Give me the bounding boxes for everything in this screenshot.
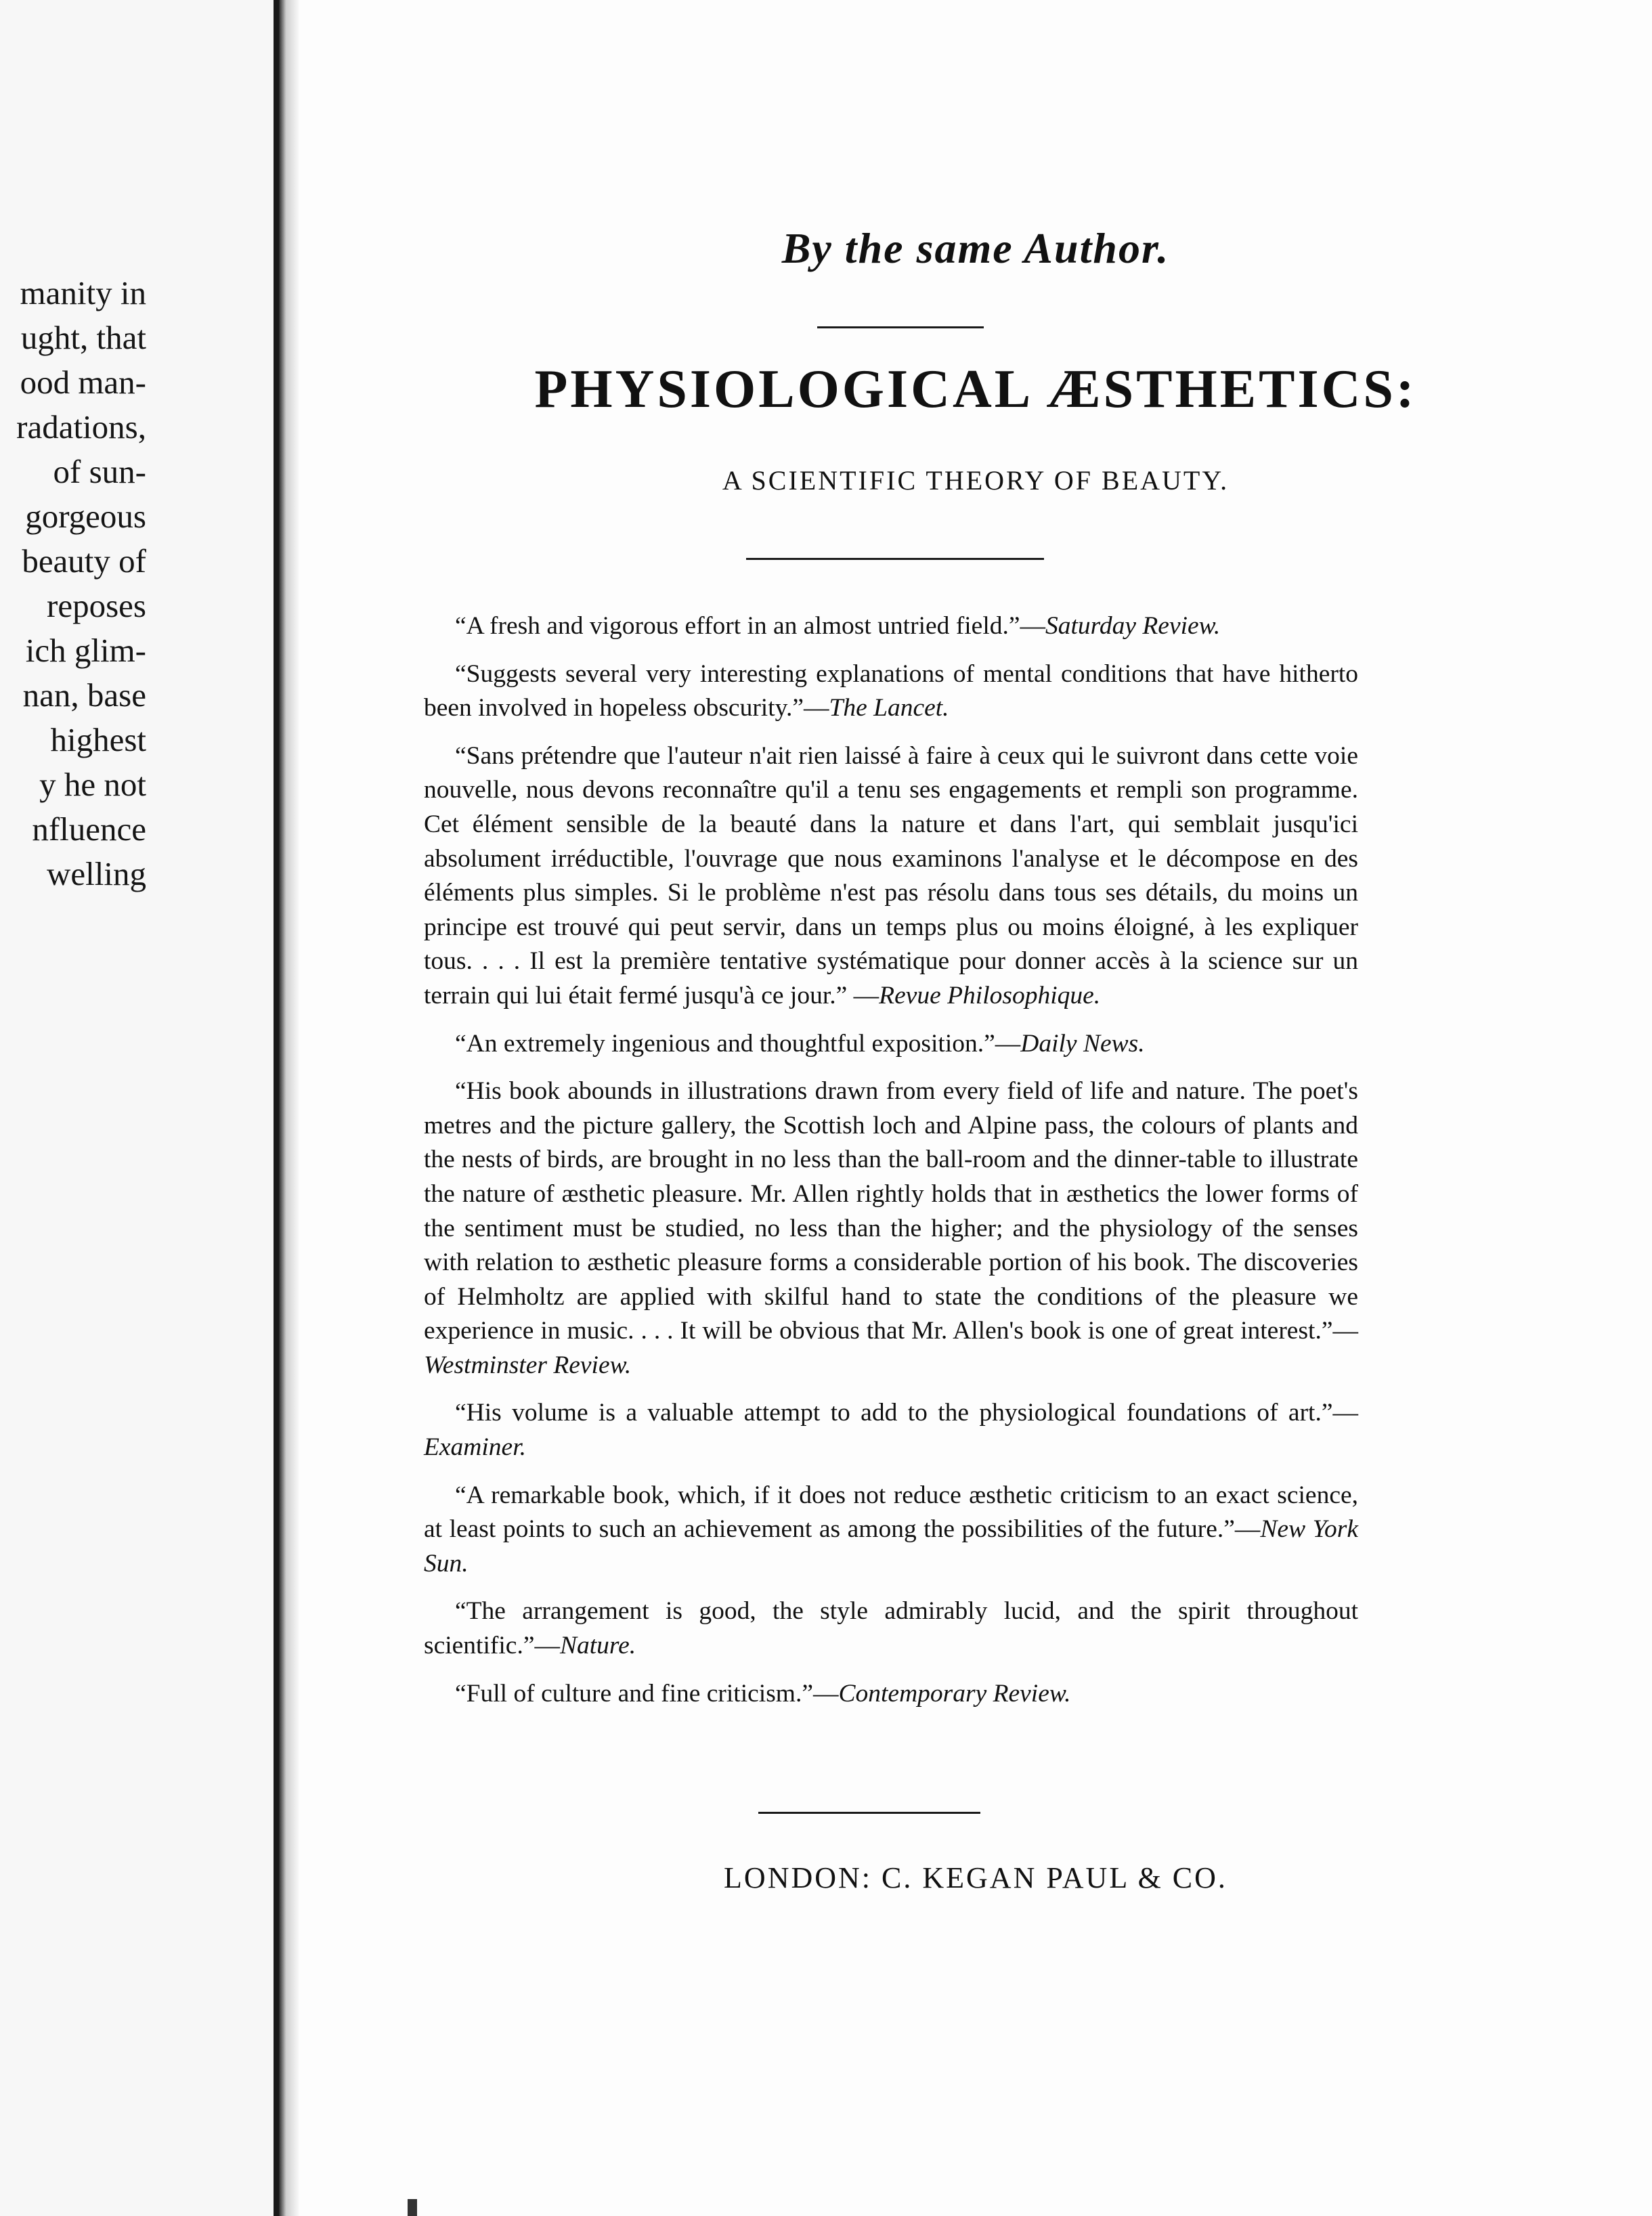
review-source: Examiner. bbox=[424, 1433, 527, 1462]
review-source: Revue Philosophique. bbox=[879, 981, 1101, 1009]
left-page-line: radations, bbox=[16, 408, 146, 446]
review-entry bbox=[424, 739, 1358, 1014]
review-quote: “Full of culture and fine criticism.”— bbox=[455, 1679, 839, 1708]
page-header: By the same Author. bbox=[781, 224, 1170, 272]
review-quote: “An extremely ingenious and thoughtful exposition.”— bbox=[455, 1029, 1021, 1058]
book-gutter bbox=[279, 0, 299, 2216]
review-entry bbox=[424, 657, 1358, 726]
left-page-line: ood man- bbox=[20, 364, 146, 401]
left-page-line: y he not bbox=[39, 766, 146, 803]
left-page-line: of sun- bbox=[53, 453, 146, 490]
left-page-line: welling bbox=[47, 855, 146, 892]
publisher-imprint: LONDON: C. KEGAN PAUL & CO. bbox=[724, 1861, 1227, 1894]
divider-rule bbox=[817, 326, 984, 328]
previous-page-fragment bbox=[0, 0, 279, 2216]
review-entry bbox=[424, 609, 1358, 644]
left-page-line: nfluence bbox=[32, 810, 146, 848]
review-entry bbox=[424, 1594, 1358, 1663]
advertisement-page bbox=[299, 0, 1652, 2216]
book-title: PHYSIOLOGICAL ÆSTHETICS: bbox=[534, 360, 1417, 419]
review-source: The Lancet. bbox=[829, 694, 949, 722]
review-source: Westminster Review. bbox=[424, 1351, 632, 1379]
book-subtitle: A SCIENTIFIC THEORY OF BEAUTY. bbox=[722, 465, 1230, 496]
page-edge-shadow bbox=[274, 0, 279, 2216]
scan-artifact-mark bbox=[408, 2199, 417, 2216]
review-quote: “A remarkable book, which, if it does not reduce æsthetic criticism to an exact science, at least points to such an achievement as among the possibilities of the future.”— bbox=[424, 1481, 1358, 1544]
review-quote: “His book abounds in illustrations drawn from every field of life and nature. The poet's metres and the picture gallery, the Scottish loch and Alpine pass, the colours of plants and the nests of birds, are brought in no less than the ball-room and the dinner-table to illustrate the nature of æsthetic pleasure. Mr. Allen rightly holds that in æsthetics the lower forms of the sentiment must be studied, no less than the higher; and the physiology of the senses with relation to æsthetic pleasure forms a considerable portion of his book. The discoveries of Helmholtz are applied with skilful hand to state the conditions of the pleasure we experience in music. . . . It will be obvious that Mr. Allen's book is one of great interest.”— bbox=[424, 1077, 1358, 1345]
review-entry bbox=[424, 1074, 1358, 1383]
left-page-line: ught, that bbox=[20, 319, 146, 356]
review-entry bbox=[424, 1396, 1358, 1464]
left-page-line: nan, base bbox=[22, 676, 146, 714]
review-quote: “His volume is a valuable attempt to add to the physiological foundations of art.”— bbox=[455, 1399, 1358, 1427]
divider-rule bbox=[746, 558, 1044, 560]
review-source: Saturday Review. bbox=[1045, 612, 1221, 640]
left-page-line: reposes bbox=[47, 587, 146, 624]
left-page-line: manity in bbox=[20, 274, 146, 311]
review-quote: “Sans prétendre que l'auteur n'ait rien laissé à faire à ceux qui le suivront dans cette voie nouvelle, nous devons reconnaître qu'il a tenu ses engagements et rempli son programme. Cet élément sensible de la beauté dans la nature et dans l'art, qui semblait jusqu'ici absolument irréductible, l'ouvrage que nous examinons l'analyse et le décompose en des éléments plus simples. Si le problème n'est pas résolu dans tous ses détails, du moins un principe est trouvé qui peut servir, dans un temps plus ou moins éloigné, à les expliquer tous. . . . Il est la première tentative systématique pour donner accès à la science sur un terrain qui lui était fermé jusqu'à ce jour.” — bbox=[424, 741, 1358, 1009]
press-reviews bbox=[424, 609, 1358, 1724]
review-entry bbox=[424, 1027, 1358, 1062]
left-page-line: highest bbox=[50, 721, 146, 758]
review-entry bbox=[424, 1677, 1358, 1712]
review-entry bbox=[424, 1479, 1358, 1582]
review-source: New York Sun. bbox=[424, 1515, 1358, 1578]
review-source: Daily News. bbox=[1020, 1029, 1145, 1058]
review-source: Contemporary Review. bbox=[838, 1679, 1071, 1708]
divider-rule bbox=[758, 1812, 980, 1814]
left-page-line: beauty of bbox=[22, 542, 146, 580]
review-quote: “The arrangement is good, the style admirably lucid, and the spirit throughout scientific.”— bbox=[424, 1597, 1358, 1660]
left-page-line: ich glim- bbox=[25, 632, 146, 669]
review-source: Nature. bbox=[559, 1632, 636, 1660]
left-page-line: gorgeous bbox=[25, 498, 146, 535]
review-quote: “A fresh and vigorous effort in an almost untried field.”— bbox=[455, 612, 1046, 640]
review-quote: “Suggests several very interesting explanations of mental conditions that have hitherto been involved in hopeless obscurity.”— bbox=[424, 659, 1358, 722]
